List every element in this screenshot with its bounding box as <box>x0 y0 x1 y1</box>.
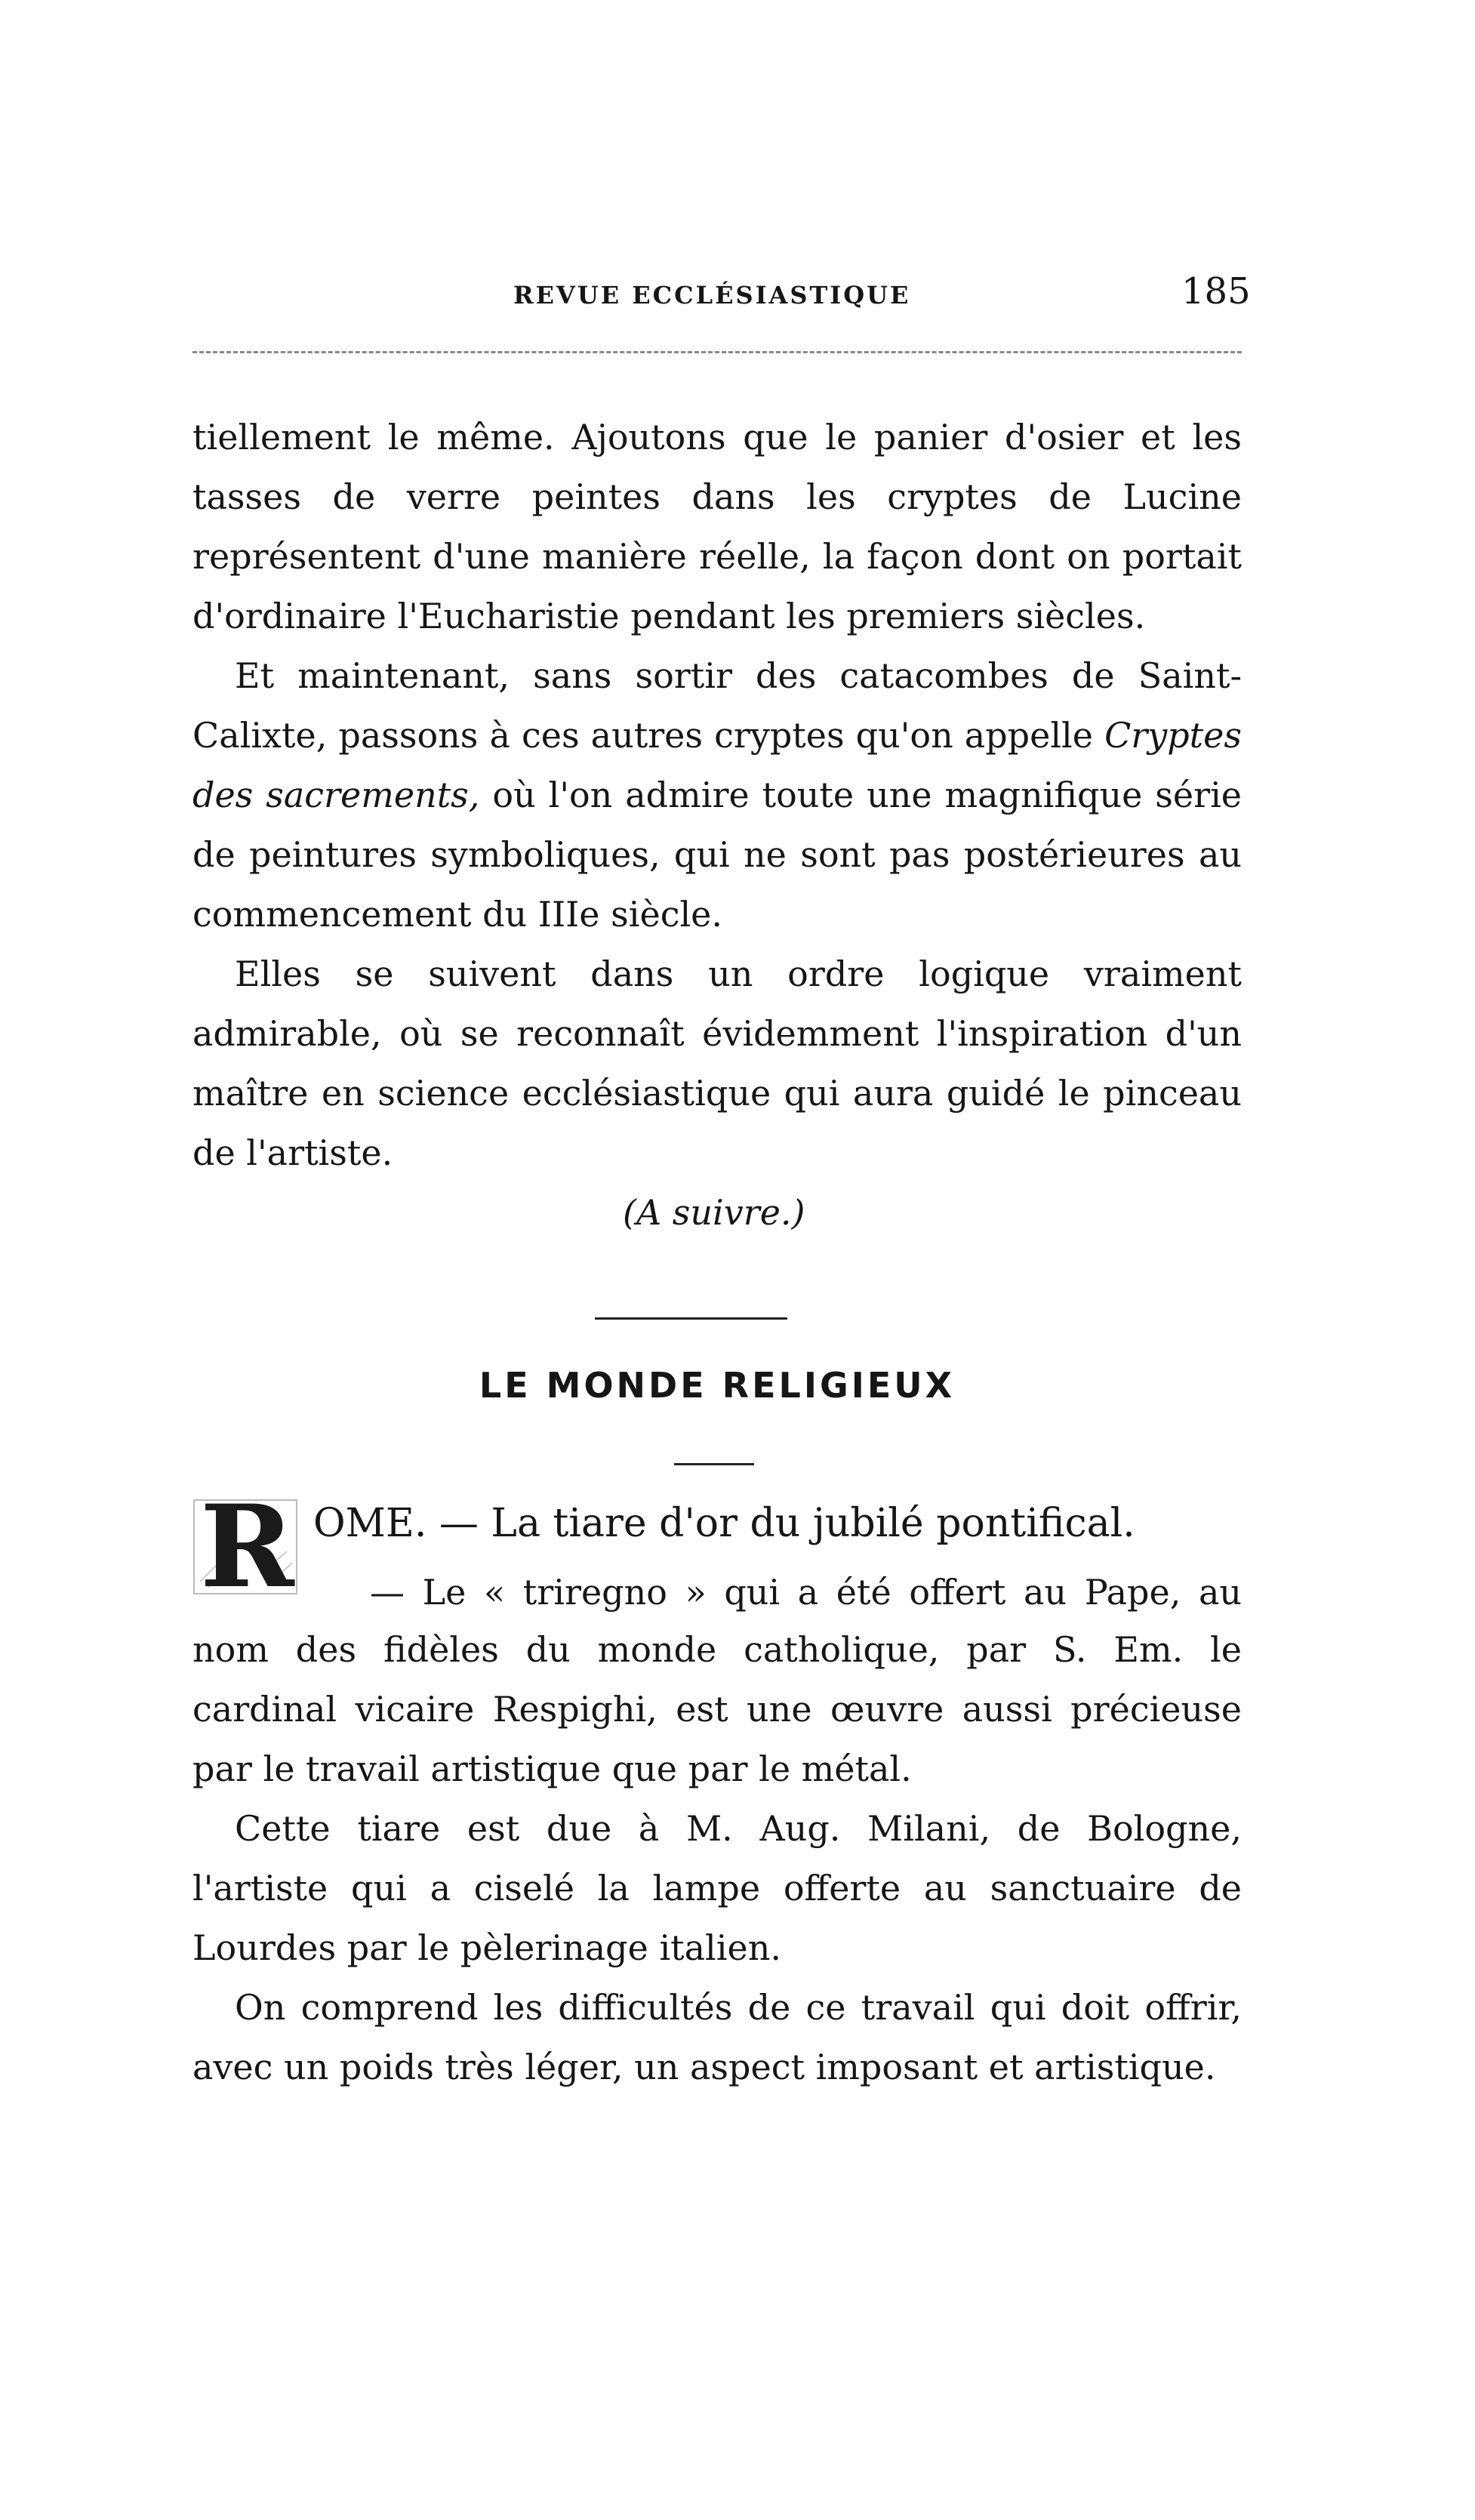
italic-phrase: Cryptes des sacrements, <box>192 715 1242 815</box>
dropcap-letter: R <box>200 1480 294 1613</box>
title-underline-rule <box>674 1463 754 1465</box>
rome-line-2: — Le « triregno » qui a été offert au Pape, au <box>370 1572 1242 1613</box>
running-header: REVUE ECCLÉSIASTIQUE <box>513 281 911 310</box>
section-title: LE MONDE RELIGIEUX <box>479 1365 956 1406</box>
paragraph-3: Elles se suivent dans un ordre logique vraiment admirable, où se reconnaît évidemment l'inspiration d'un maître en science ecclésiastique qui aura guidé le pinceau de l'artiste. <box>192 953 1242 1173</box>
section-paragraph-3: On comprend les difficultés de ce travail qui doit offrir, avec un poids très léger, un aspect imposant et artistique. <box>192 1987 1242 2087</box>
header-rule <box>192 351 1242 353</box>
section-separator-rule <box>595 1317 787 1320</box>
dropcap <box>192 1480 298 1613</box>
section-paragraph-2: Cette tiare est due à M. Aug. Milani, de Bologne, l'artiste qui a ciselé la lampe offerte au sanctuaire de Lourdes par le pèlerinage italien. <box>192 1808 1242 1968</box>
paragraph-2-start: Et maintenant, sans sortir des catacombes de Saint-Calixte, passons à ces autres cryptes qu'on appelle <box>192 655 1242 756</box>
section-paragraph-1: nom des fidèles du monde catholique, par S. Em. le cardinal vicaire Respighi, est une œuvre aussi précieuse par le travail artistique que par le métal. <box>192 1629 1242 1789</box>
paragraph-2 <box>192 646 1242 944</box>
a-suivre: (A suivre.) <box>623 1192 805 1233</box>
section-body <box>192 1620 1242 2097</box>
paragraph-1: tiellement le même. Ajoutons que le panier d'osier et les tasses de verre peintes dans les cryptes de Lucine représentent d'une manière réelle, la façon dont on portait d'ordinaire l'Eucharistie pendant les premiers siècles. <box>192 417 1242 636</box>
paragraph-2-end: où l'on admire toute une magnifique série de peintures symboliques, qui ne sont pas postérieures au commencement du IIIe siècle. <box>192 775 1243 935</box>
continuation-text <box>192 408 1242 1243</box>
rome-heading: OME. — La tiare d'or du jubilé pontifical. <box>313 1501 1135 1546</box>
a-suivre-line <box>192 1183 1242 1243</box>
page-number: 185 <box>1181 270 1251 313</box>
